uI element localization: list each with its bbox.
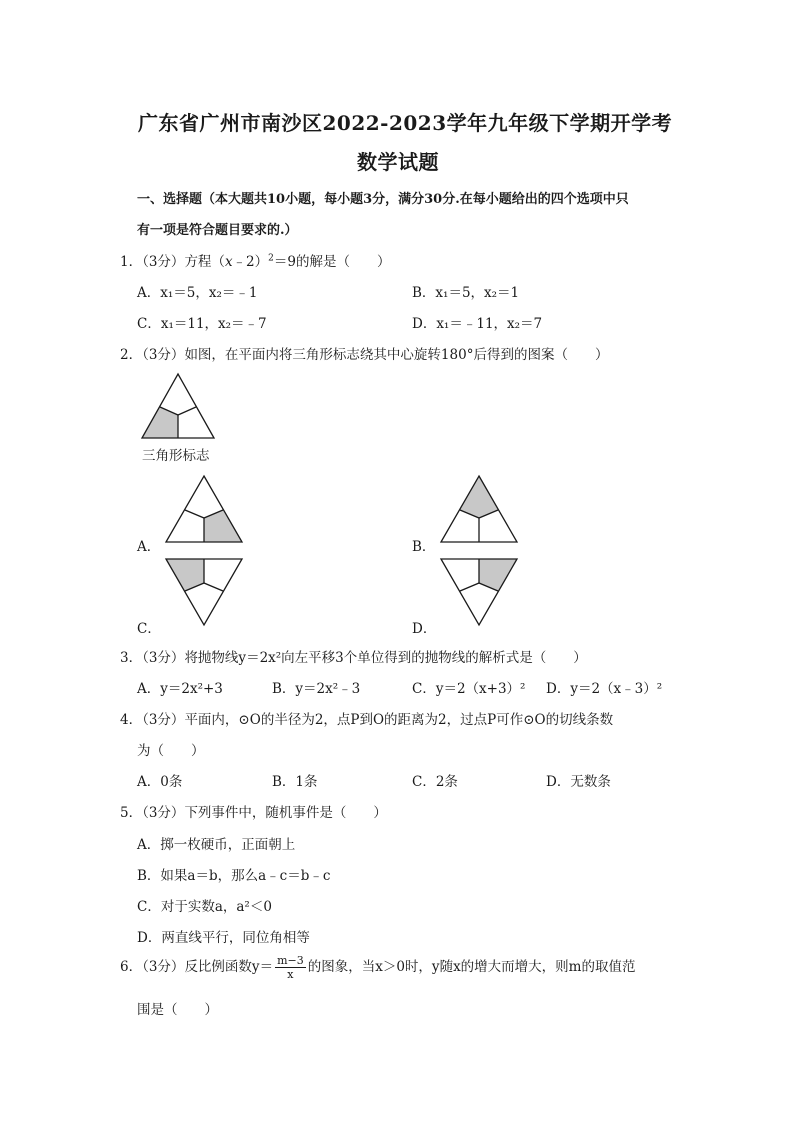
question-5-number: 5．（3分） — [120, 805, 185, 821]
section-header-line2: 有一项是符合题目要求的.） — [137, 223, 298, 238]
question-3-number: 3．（3分） — [120, 650, 185, 666]
question-1-option-c: C．x₁＝11，x₂＝﹣7 — [137, 316, 267, 332]
question-2-option-a-label: A． — [137, 539, 161, 555]
question-5-option-d: D．两直线平行，同位角相等 — [137, 930, 310, 946]
question-4-option-d: D．无数条 — [546, 774, 611, 790]
question-5-option-c: C．对于实数a，a²＜0 — [137, 899, 272, 915]
question-4-option-b: B．1条 — [272, 774, 318, 790]
question-1-option-a: A．x₁＝5，x₂＝﹣1 — [137, 285, 258, 301]
question-6-stem-line2: 围是（ ） — [137, 1002, 218, 1018]
question-3-option-d: D．y＝2（x﹣3）² — [546, 681, 663, 697]
question-4-option-c: C．2条 — [412, 774, 458, 790]
option-c-figure — [166, 559, 242, 627]
page-title-line1: 广东省广州市南沙区2022-2023学年九年级下学期开学考 — [138, 111, 673, 135]
question-4-stem: 4．（3分）平面内，⊙O的半径为2，点P到O的距离为2，过点P可作⊙O的切线条数 — [120, 712, 614, 728]
option-b-figure — [441, 476, 517, 544]
question-1-option-d: D．x₁＝﹣11，x₂＝7 — [412, 316, 543, 332]
triangle-emblem-figure — [142, 374, 214, 440]
question-3-option-c: C．y＝2（x+3）² — [412, 681, 526, 697]
question-5-stem: 5．（3分）下列事件中，随机事件是（ ） — [120, 805, 387, 821]
question-2-stem: 2．（3分）如图，在平面内将三角形标志绕其中心旋转180°后得到的图案（ ） — [120, 347, 609, 363]
emblem-shaded-region — [142, 407, 178, 438]
option-a-figure — [166, 476, 242, 544]
question-4-stem-line2: 为（ ） — [137, 743, 205, 759]
page-title-line2: 数学试题 — [357, 150, 439, 174]
question-2-number: 2．（3分） — [120, 347, 185, 363]
question-3-option-b: B．y＝2x²﹣3 — [272, 681, 361, 697]
question-5-option-b: B．如果a＝b，那么a﹣c＝b﹣c — [137, 868, 331, 884]
option-d-figure — [441, 559, 517, 627]
question-5-option-a: A．掷一枚硬币，正面朝上 — [137, 837, 296, 853]
question-2-option-c-label: C． — [137, 621, 161, 637]
section-header-line1: 一、选择题（本大题共10小题，每小题3分，满分30分.在每小题给出的四个选项中只 — [137, 192, 629, 207]
question-4-number: 4．（3分） — [120, 712, 185, 728]
question-1-option-b: B．x₁＝5，x₂＝1 — [412, 285, 520, 301]
question-1-number: 1．（3分） — [120, 254, 185, 270]
question-1-stem: 1．（3分）方程（x﹣2）$^2$＝9的解是（ ） — [120, 253, 391, 270]
question-4-option-a: A．0条 — [137, 774, 183, 790]
question-3-stem: 3．（3分）将抛物线y＝2x²向左平移3个单位得到的抛物线的解析式是（ ） — [120, 650, 587, 666]
question-6-number: 6．（3分） — [120, 959, 185, 975]
question-2-option-d-label: D． — [412, 621, 437, 637]
question-6-stem: 6．（3分）反比例函数y＝ $\frac{m-3}{x}$ 的图象，当x＞0时，y随x的增大而增大，则m的取值范 — [120, 954, 636, 981]
emblem-caption: 三角形标志 — [142, 448, 210, 464]
question-2-option-b-label: B． — [412, 539, 436, 555]
question-3-option-a: A．y＝2x²+3 — [137, 681, 223, 697]
question-6-fraction: $\frac{m-3}{x}$ — [277, 954, 304, 981]
